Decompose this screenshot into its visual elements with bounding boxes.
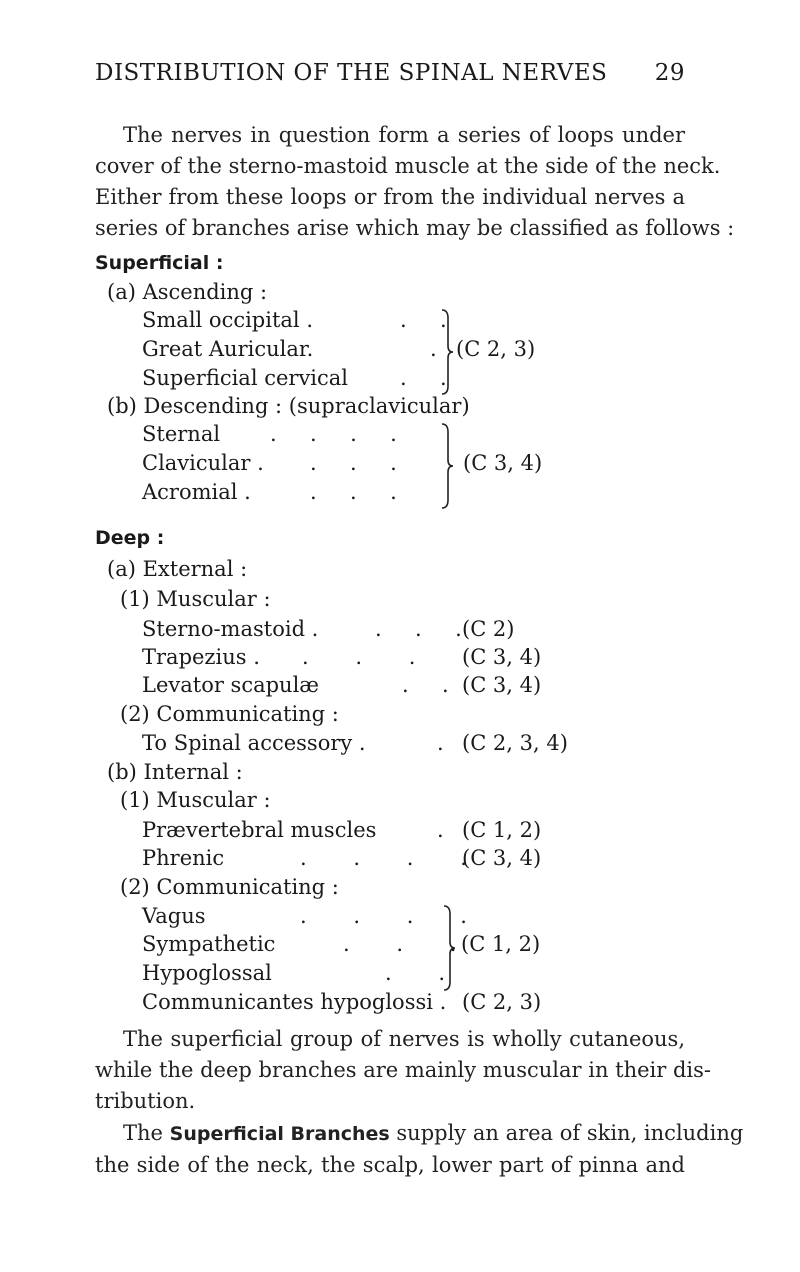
leader-dots: . . .	[302, 645, 416, 669]
final-paragraph	[95, 1118, 744, 1181]
leader-dots: . . .	[310, 480, 397, 504]
leader-dots: . . .	[343, 932, 457, 956]
leader-dots: . .	[402, 673, 449, 697]
right-brace-icon	[442, 904, 458, 992]
nerve-root-ref: (C 2)	[462, 617, 515, 641]
nerve-item: Vagus	[142, 904, 206, 928]
internal-label: (b) Internal :	[107, 760, 243, 784]
nerve-item: Superficial cervical	[142, 366, 349, 390]
leader-dots: .	[437, 731, 444, 755]
intro-line: Either from these loops or from the individual nerves a	[95, 185, 685, 209]
final-line: the side of the neck, the scalp, lower part of pinna and	[95, 1153, 685, 1177]
nerve-item: Great Auricular.	[142, 337, 314, 361]
intro-line: The nerves in question form a series of loops under	[123, 123, 685, 147]
muscular-label: (1) Muscular :	[120, 788, 271, 812]
nerve-item: Trapezius .	[142, 645, 260, 669]
nerve-root-ref: (C 3, 4)	[462, 645, 542, 669]
nerve-item: Levator scapulæ	[142, 673, 320, 697]
right-brace-icon	[440, 308, 456, 396]
leader-dots: . . .	[310, 451, 397, 475]
final-rest: supply an area of skin, including	[396, 1121, 744, 1145]
leader-dots: .	[430, 337, 437, 361]
leader-dots: . .	[400, 308, 447, 332]
leader-dots: . .	[385, 961, 446, 985]
nerve-item: Hypoglossal	[142, 961, 272, 985]
final-bold-term: Superficial Branches	[169, 1123, 390, 1145]
nerve-item: To Spinal accessory .	[142, 731, 366, 755]
nerve-root-ref: (C 2, 3)	[456, 337, 536, 361]
nerve-item: Small occipital .	[142, 308, 313, 332]
nerve-root-ref: (C 2, 3, 4)	[462, 731, 568, 755]
nerve-item: Communicantes hypoglossi .	[142, 990, 447, 1014]
closing-paragraph	[95, 1024, 712, 1117]
nerve-root-ref: (C 3, 4)	[462, 673, 542, 697]
leader-dots: . . . .	[300, 904, 467, 928]
leader-dots: . . .	[375, 617, 462, 641]
muscular-label: (1) Muscular :	[120, 587, 271, 611]
closing-line: The superficial group of nerves is wholly cutaneous,	[123, 1027, 685, 1051]
final-line	[95, 1118, 744, 1150]
nerve-root-ref: (C 2, 3)	[462, 990, 542, 1014]
leader-dots: . .	[400, 366, 447, 390]
descending-label: (b) Descending : (supraclavicular)	[107, 394, 470, 418]
superficial-heading: Superficial :	[95, 252, 224, 274]
deep-heading: Deep :	[95, 527, 165, 549]
nerve-item: Phrenic	[142, 846, 225, 870]
nerve-item: Acromial .	[142, 480, 251, 504]
nerve-item: Clavicular .	[142, 451, 264, 475]
leader-dots: .	[437, 818, 444, 842]
closing-line: tribution.	[95, 1089, 196, 1113]
right-brace-icon	[440, 422, 456, 510]
leader-dots: . . . .	[300, 846, 467, 870]
intro-line: series of branches arise which may be classified as follows :	[95, 216, 735, 240]
closing-line: while the deep branches are mainly muscular in their dis-	[95, 1058, 712, 1082]
nerve-root-ref: (C 1, 2)	[461, 932, 541, 956]
final-lead: The	[123, 1121, 163, 1145]
page-number: 29	[654, 60, 685, 86]
nerve-item: Sternal	[142, 422, 221, 446]
external-label: (a) External :	[107, 557, 248, 581]
leader-dots: . . . .	[270, 422, 397, 446]
nerve-item: Prævertebral muscles	[142, 818, 377, 842]
nerve-item: Sympathetic	[142, 932, 276, 956]
chapter-title: DISTRIBUTION OF THE SPINAL NERVES	[95, 60, 608, 86]
intro-paragraph	[95, 120, 735, 244]
communicating-label: (2) Communicating :	[120, 875, 339, 899]
nerve-root-ref: (C 3, 4)	[462, 846, 542, 870]
nerve-item: Sterno-mastoid .	[142, 617, 319, 641]
ascending-label: (a) Ascending :	[107, 280, 268, 304]
communicating-label: (2) Communicating :	[120, 702, 339, 726]
intro-line: cover of the sterno-mastoid muscle at the side of the neck.	[95, 154, 721, 178]
nerve-root-ref: (C 1, 2)	[462, 818, 542, 842]
nerve-root-ref: (C 3, 4)	[463, 451, 543, 475]
